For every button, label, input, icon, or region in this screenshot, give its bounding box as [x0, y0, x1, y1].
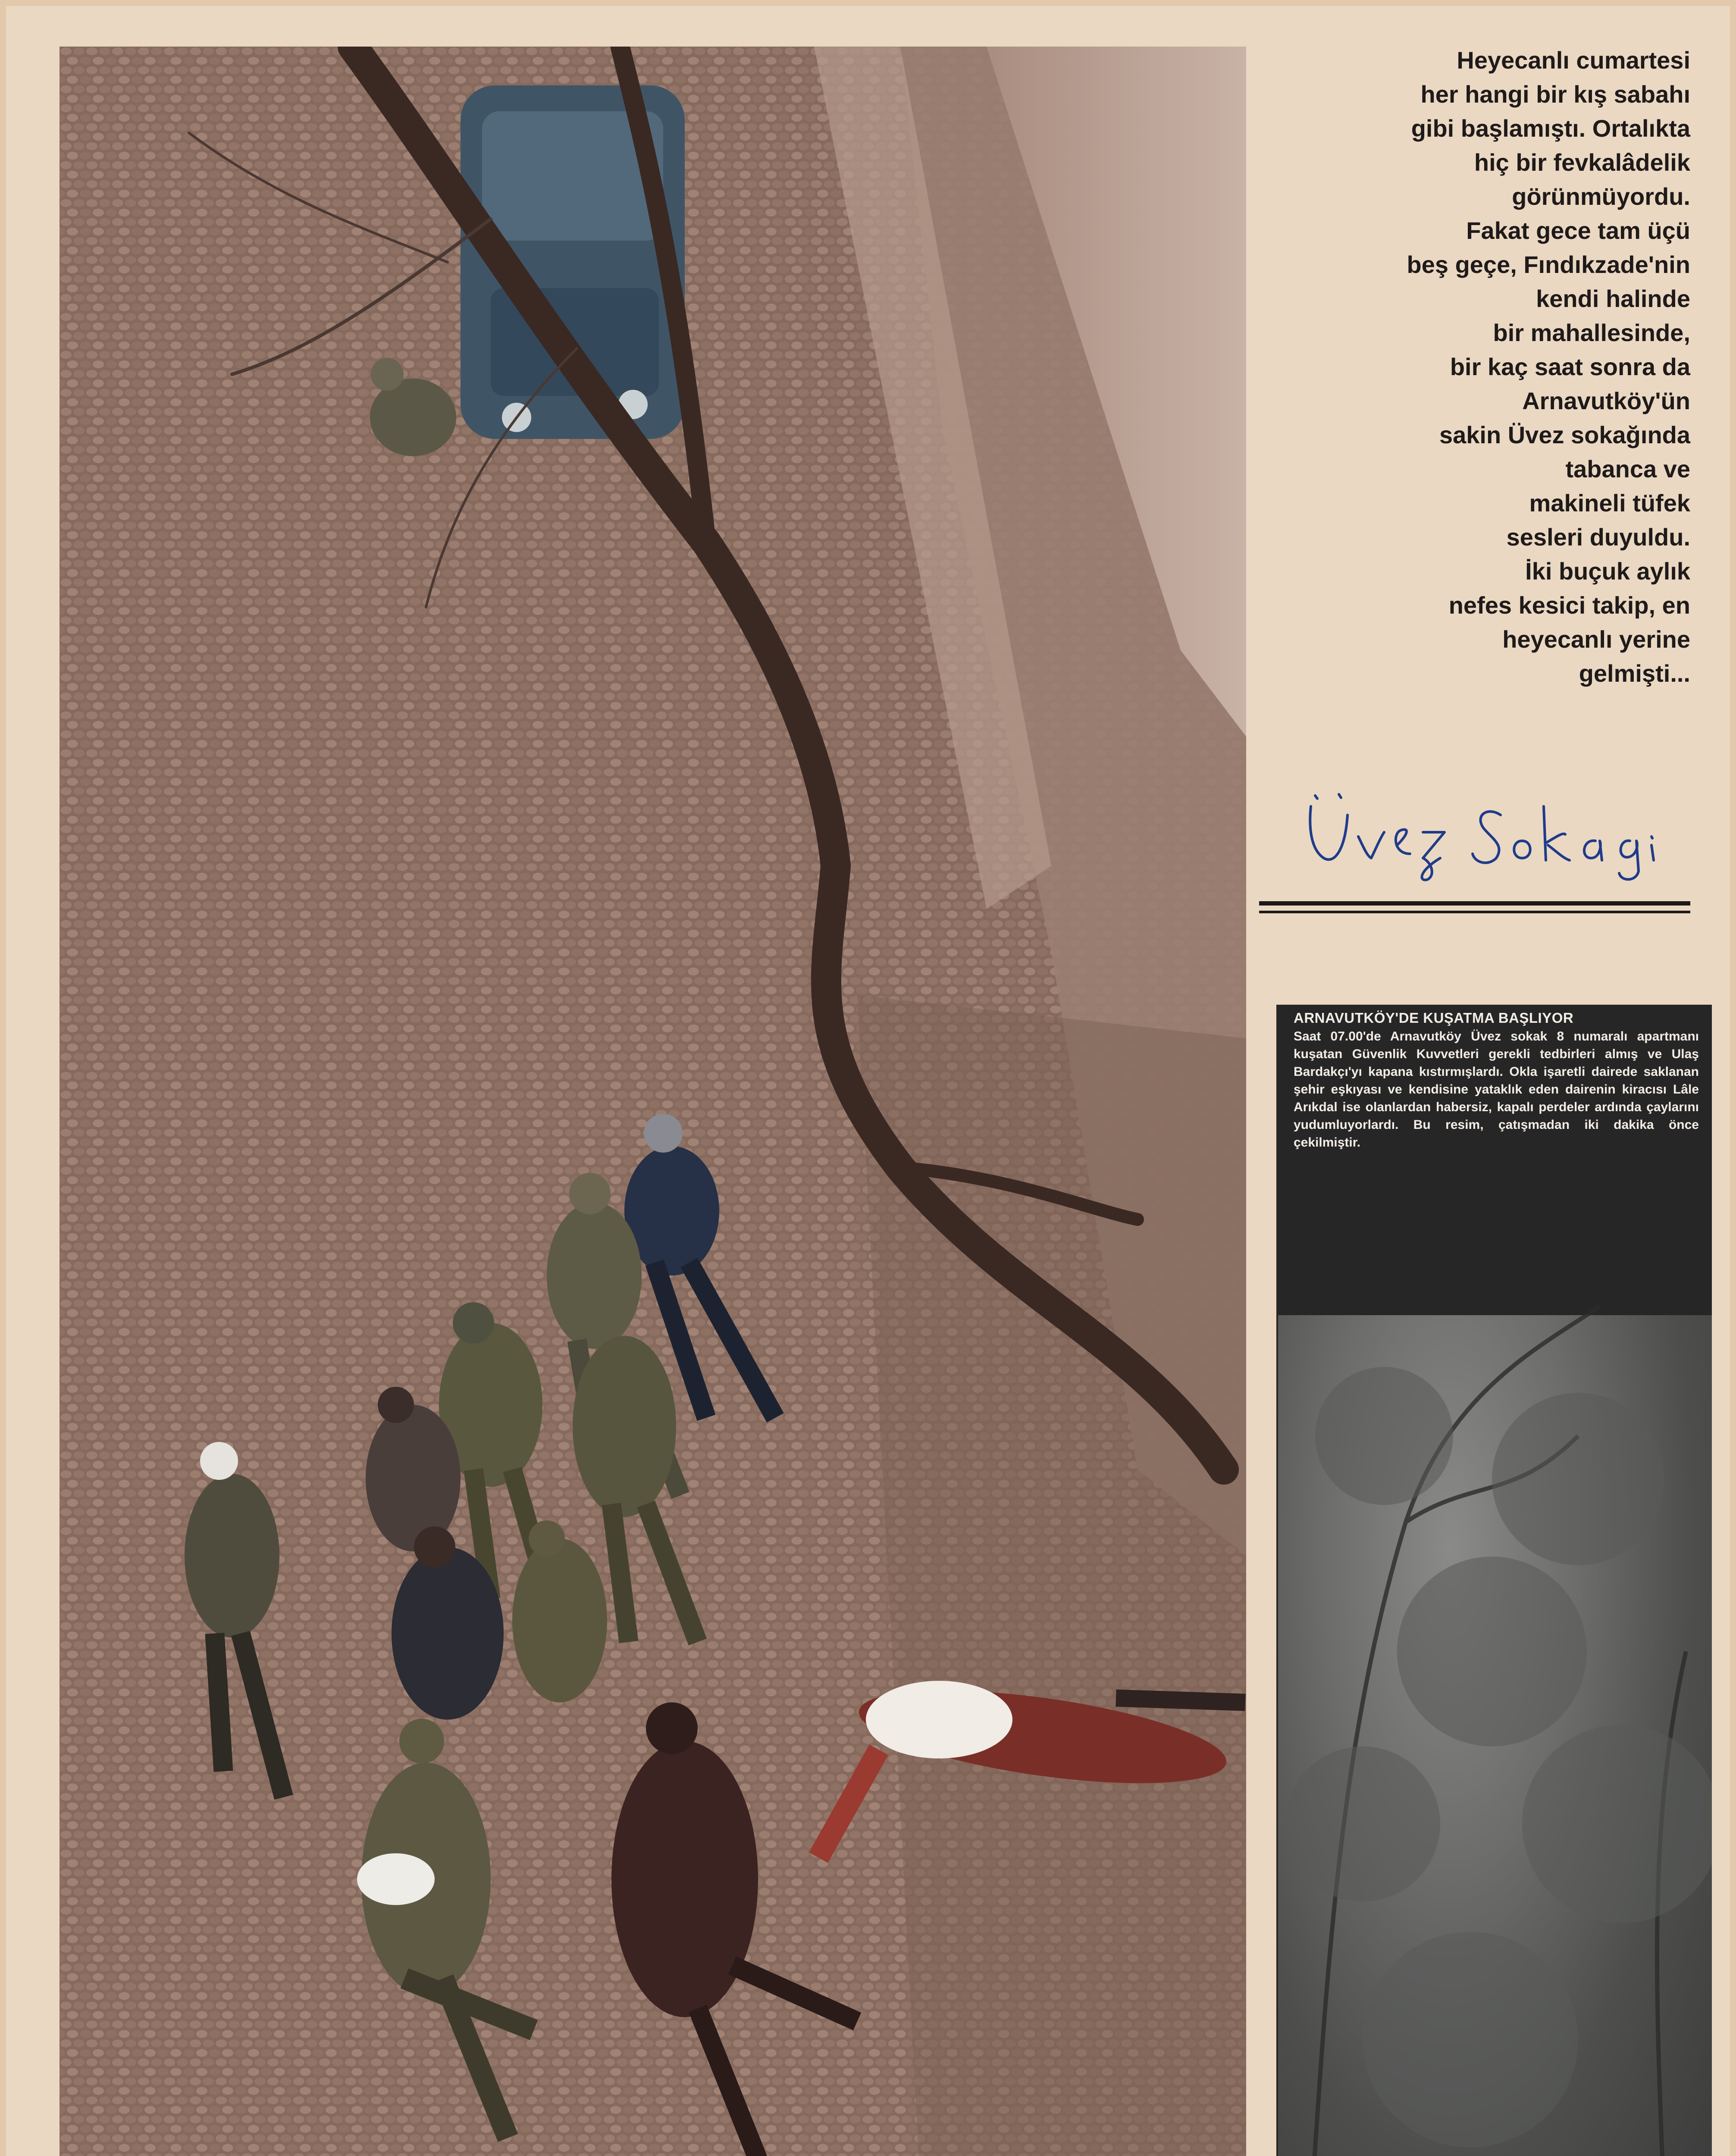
intro-line: bir mahallesinde,	[1493, 319, 1690, 346]
intro-line: hiç bir fevkalâdelik	[1474, 149, 1690, 176]
intro-line: heyecanlı yerine	[1502, 626, 1690, 653]
side-photo-caption	[1294, 1009, 1699, 1151]
intro-line: sakin Üvez sokağında	[1439, 421, 1690, 448]
intro-line: bir kaç saat sonra da	[1450, 353, 1690, 380]
intro-line: tabanca ve	[1565, 455, 1690, 483]
intro-line: Arnavutköy'ün	[1522, 387, 1690, 414]
side-caption-heading: ARNAVUTKÖY'DE KUŞATMA BAŞLIYOR	[1294, 1010, 1574, 1026]
side-photo-frame	[1276, 1005, 1712, 2156]
intro-line: görünmüyordu.	[1512, 183, 1690, 210]
divider-rule	[1259, 911, 1690, 913]
side-caption-body: Saat 07.00'de Arnavutköy Üvez sokak 8 numaralı apartmanı kuşatan Güvenlik Kuvvetleri gerekli tedbirleri almış ve Ulaş Bardakçı'yı kapana kıstırmışlardı. Okla işaretli dairede saklanan şehir eşkıyası ve kendisine yataklık eden dairenin kiracısı Lâle Arıkdal ise olanlardan habersiz, kapalı perdeler ardında çaylarını yudumluyorlardı. Bu resim, çatışmadan iki dakika önce çekilmiştir.	[1294, 1029, 1699, 1150]
intro-line: Fakat gece tam üçü	[1466, 217, 1690, 244]
intro-line: nefes kesici takip, en	[1448, 592, 1690, 619]
intro-line: her hangi bir kış sabahı	[1420, 81, 1690, 108]
intro-line: Heyecanlı cumartesi	[1457, 47, 1690, 74]
intro-line: beş geçe, Fındıkzade'nin	[1407, 251, 1690, 278]
main-photo	[60, 47, 1246, 2156]
intro-text	[1259, 43, 1690, 690]
intro-line: makineli tüfek	[1529, 489, 1690, 517]
intro-line: İki buçuk aylık	[1525, 558, 1690, 585]
intro-line: gelmişti...	[1579, 660, 1690, 687]
street-scene-illustration	[60, 47, 1246, 2156]
intro-line: kendi halinde	[1536, 285, 1690, 312]
intro-line: gibi başlamıştı. Ortalıkta	[1411, 115, 1690, 142]
intro-line: sesleri duyuldu.	[1506, 523, 1690, 551]
divider-rule	[1259, 901, 1690, 906]
handwritten-title	[1298, 789, 1677, 884]
